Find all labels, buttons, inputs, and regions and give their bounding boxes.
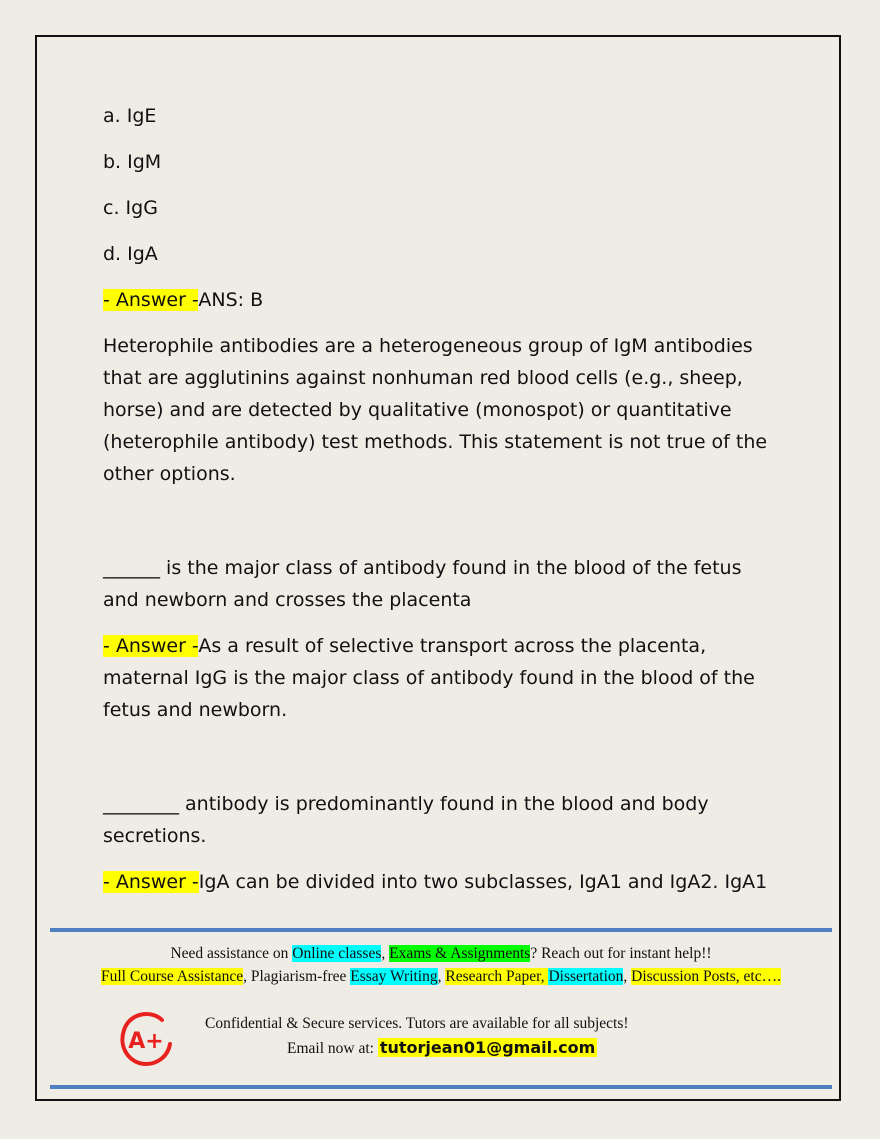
answer-text: As a result of selective transport across the placenta, maternal IgG is the major class of antibody found in the blood of the fetus and newborn. xyxy=(103,635,755,721)
answer-tag: - Answer - xyxy=(103,635,199,657)
answer-text: IgA can be divided into two subclasses, IgA1 and IgA2. IgA1 xyxy=(198,871,768,893)
footer-divider-top xyxy=(50,928,832,932)
discussion-posts-link[interactable]: Discussion Posts, etc…. xyxy=(631,968,781,985)
svg-text:A+: A+ xyxy=(128,1029,164,1054)
footer-text: , Plagiarism-free xyxy=(243,968,351,985)
footer-text: , xyxy=(437,968,446,985)
footer-line-1 xyxy=(50,945,832,963)
q2-question: ______ is the major class of antibody found in the blood of the fetus and newborn and crosses the placenta xyxy=(103,557,742,611)
q3-answer xyxy=(103,866,783,898)
q3-question: ________ antibody is predominantly found in the blood and body secretions. xyxy=(103,793,709,847)
q1-explanation: Heterophile antibodies are a heterogeneous group of IgM antibodies that are agglutinins against nonhuman red blood cells (e.g., sheep, horse) and are detected by qualitative (monospot) or quantitative (heterophile antibody) test methods. This statement is not true of the other options. xyxy=(103,335,768,485)
footer-line-2 xyxy=(50,968,832,986)
essay-writing-link[interactable]: Essay Writing xyxy=(350,968,438,985)
footer-divider-bottom xyxy=(50,1085,832,1089)
footer-line-3: Confidential & Secure services. Tutors are available for all subjects! xyxy=(205,1015,629,1032)
footer-text: Need assistance on xyxy=(170,945,293,962)
footer-text: ? Reach out for instant help!! xyxy=(530,945,712,962)
exams-assignments-link[interactable]: Exams & Assignments xyxy=(389,945,531,962)
full-course-link[interactable]: Full Course Assistance xyxy=(101,968,244,985)
answer-tag: - Answer - xyxy=(103,871,199,893)
q2-answer xyxy=(103,630,783,726)
option-a: a. IgE xyxy=(103,105,157,127)
footer-line-4 xyxy=(165,1038,825,1058)
option-b: b. IgM xyxy=(103,151,162,173)
answer-text: ANS: B xyxy=(198,289,264,311)
research-paper-link[interactable]: Research Paper, xyxy=(445,968,549,985)
option-d: d. IgA xyxy=(103,243,158,265)
answer-tag: - Answer - xyxy=(103,289,199,311)
footer-text: , xyxy=(381,945,390,962)
dissertation-link[interactable]: Dissertation xyxy=(548,968,624,985)
online-classes-link[interactable]: Online classes xyxy=(292,945,382,962)
document-body xyxy=(103,100,783,912)
footer-text: , xyxy=(623,968,632,985)
option-c: c. IgG xyxy=(103,197,158,219)
q1-answer xyxy=(103,284,783,316)
email-link[interactable]: tutorjean01@gmail.com xyxy=(379,1038,596,1057)
footer-text: Email now at: xyxy=(287,1040,378,1057)
